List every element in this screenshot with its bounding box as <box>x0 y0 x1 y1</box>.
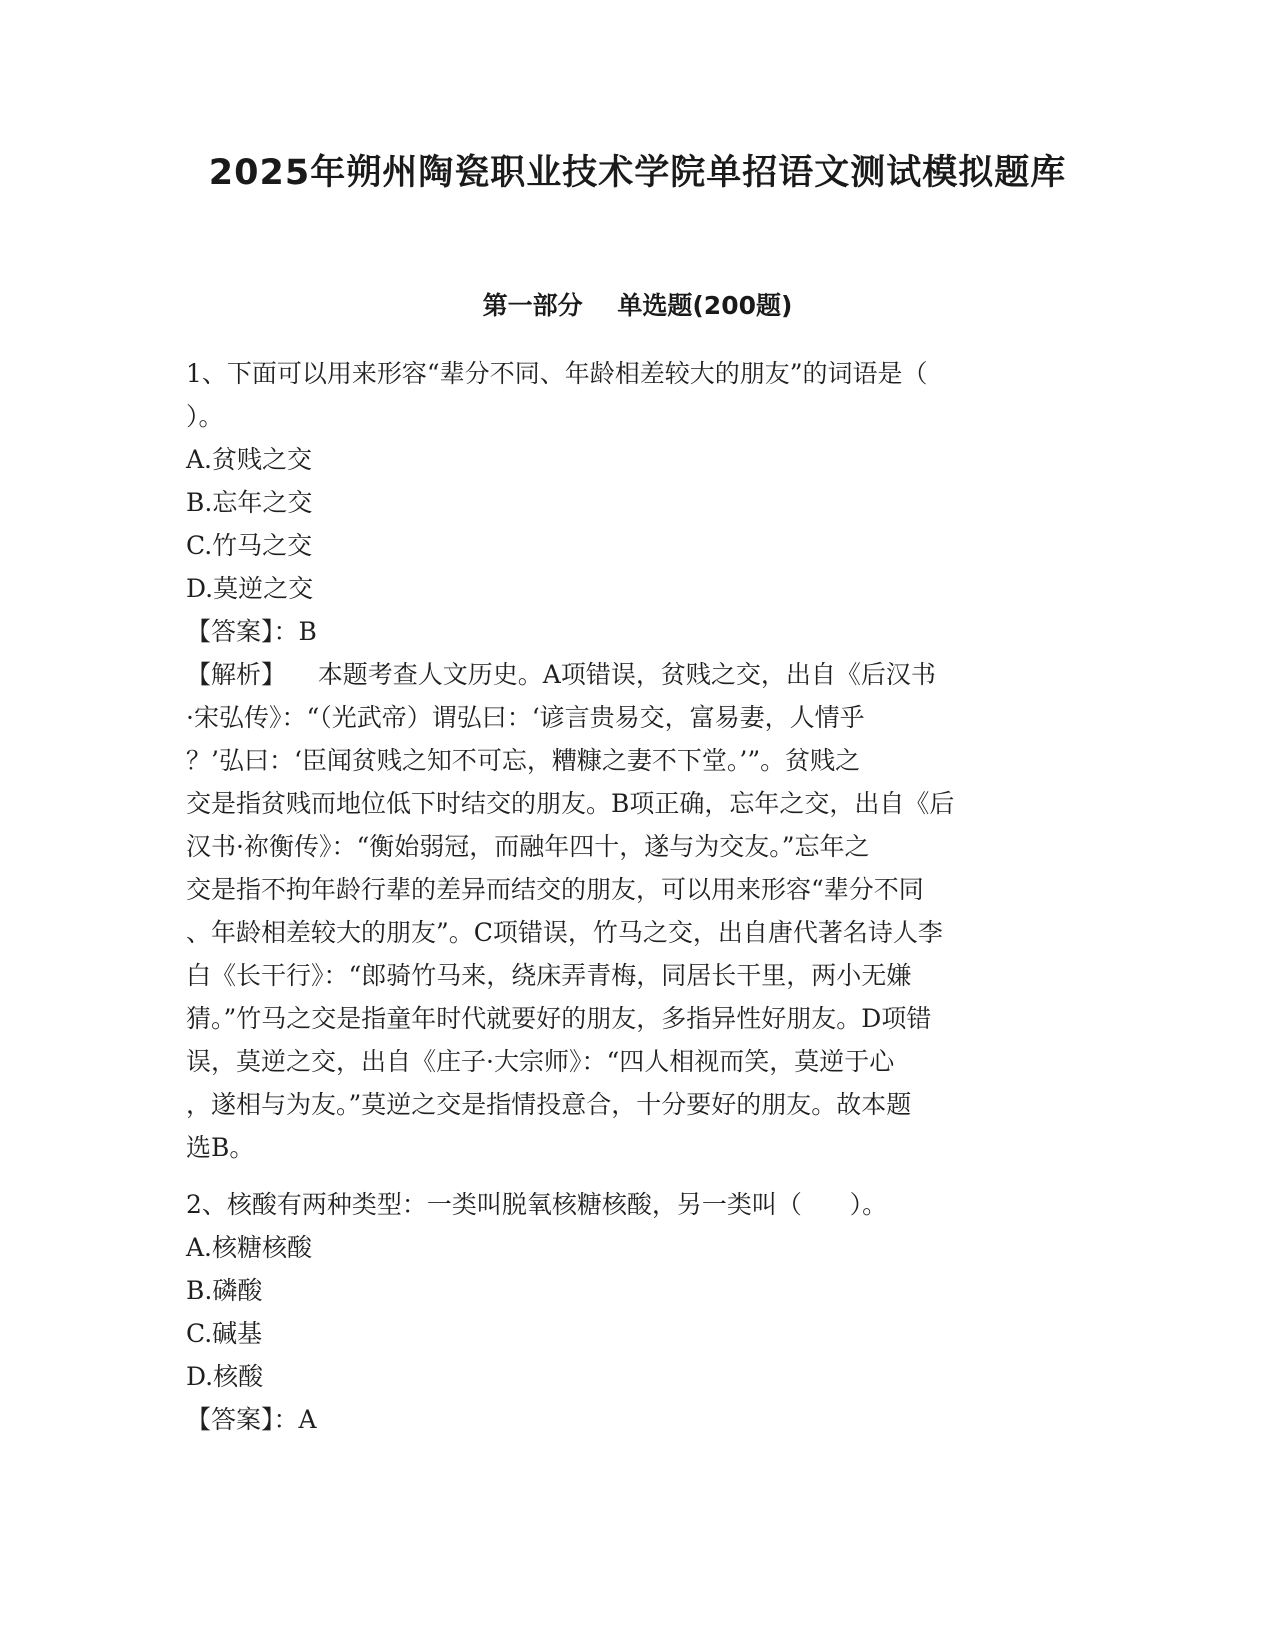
document-title: 2025年朔州陶瓷职业技术学院单招语文测试模拟题库 <box>208 153 1067 193</box>
analysis-line: ？’弘曰：‘臣闻贫贱之知不可忘，糟糠之妻不下堂。’”。贫贱之 <box>186 746 861 775</box>
question-list <box>186 352 1086 1441</box>
section-title: 第一部分 单选题(200题) <box>482 291 793 320</box>
question-stem-line: 1、下面可以用来形容“辈分不同、年龄相差较大的朋友”的词语是（ <box>186 359 928 388</box>
analysis-line: 误，莫逆之交，出自《庄子·大宗师》：“四人相视而笑，莫逆于心 <box>186 1047 895 1076</box>
option-c: C.碱基 <box>186 1319 263 1348</box>
analysis-line: 【解析】 本题考查人文历史。A项错误，贫贱之交，出自《后汉书 <box>186 660 936 689</box>
answer-line: 【答案】：A <box>186 1405 317 1434</box>
option-d: D.莫逆之交 <box>186 574 314 603</box>
analysis-line: 猜。”竹马之交是指童年时代就要好的朋友，多指异性好朋友。D项错 <box>186 1004 932 1033</box>
option-b: B.忘年之交 <box>186 488 313 517</box>
question-1 <box>186 352 1086 1169</box>
analysis-line: 汉书·祢衡传》：“衡始弱冠，而融年四十，遂与为交友。”忘年之 <box>186 832 870 861</box>
analysis-line: 白《长干行》：“郎骑竹马来，绕床弄青梅，同居长干里，两小无嫌 <box>186 961 912 990</box>
option-d: D.核酸 <box>186 1362 264 1391</box>
question-2 <box>186 1183 1086 1441</box>
analysis-line: 交是指贫贱而地位低下时结交的朋友。B项正确，忘年之交，出自《后 <box>186 789 955 818</box>
option-c: C.竹马之交 <box>186 531 313 560</box>
analysis-line: 选B。 <box>186 1133 255 1162</box>
analysis-line: ·宋弘传》：“（光武帝）谓弘曰：‘谚言贵易交，富易妻，人情乎 <box>186 703 865 732</box>
question-stem-line: 2、核酸有两种类型：一类叫脱氧核糖核酸，另一类叫（ ）。 <box>186 1190 888 1219</box>
question-stem-line: ）。 <box>186 402 224 431</box>
option-a: A.贫贱之交 <box>186 445 313 474</box>
analysis-line: ，遂相与为友。”莫逆之交是指情投意合，十分要好的朋友。故本题 <box>186 1090 912 1119</box>
question-spacer <box>186 1169 1086 1183</box>
analysis-line: 、年龄相差较大的朋友”。C项错误，竹马之交，出自唐代著名诗人李 <box>186 918 943 947</box>
analysis-line: 交是指不拘年龄行辈的差异而结交的朋友，可以用来形容“辈分不同 <box>186 875 924 904</box>
answer-line: 【答案】：B <box>186 617 317 646</box>
option-b: B.磷酸 <box>186 1276 263 1305</box>
option-a: A.核糖核酸 <box>186 1233 313 1262</box>
